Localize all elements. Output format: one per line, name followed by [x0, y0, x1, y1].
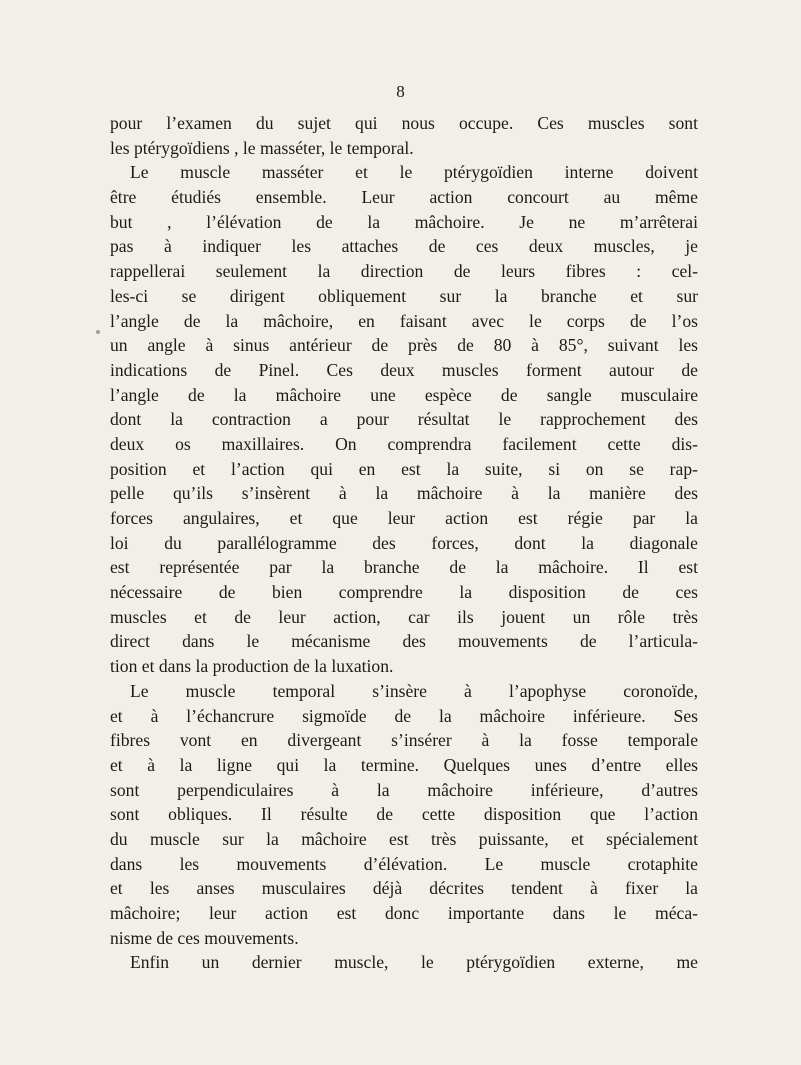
text-line: est représentée par la branche de la mâchoire. Il est	[110, 557, 698, 578]
text-line: fibres vont en divergeant s’insérer à la fosse temporale	[110, 730, 698, 751]
text-line: indications de Pinel. Ces deux muscles forment autour de	[110, 359, 698, 380]
text-line: direct dans le mécanisme des mouvements de l’articula-	[110, 631, 698, 652]
page-number: 8	[396, 82, 405, 101]
text-line: du muscle sur la mâchoire est très puissante, et spécialement	[110, 828, 698, 849]
text-line: un angle à sinus antérieur de près de 80 à 85°, suivant les	[110, 335, 698, 356]
text-line: et à la ligne qui la termine. Quelques unes d’entre elles	[110, 754, 698, 775]
text-line: l’angle de la mâchoire, en faisant avec le corps de l’os	[110, 310, 698, 331]
text-line: Le muscle temporal s’insère à l’apophyse coronoïde,	[130, 680, 698, 701]
text-line: forces angulaires, et que leur action est régie par la	[110, 508, 698, 528]
text-line: les ptérygoïdiens , le masséter, le temporal.	[110, 137, 414, 158]
text-line: position et l’action qui en est la suite, si on se rap-	[110, 458, 698, 479]
text-line: sont perpendiculaires à la mâchoire inférieure, d’autres	[110, 779, 698, 800]
text-line: muscles et de leur action, car ils jouent un rôle très	[110, 606, 698, 627]
ink-speck	[96, 330, 100, 334]
text-line: pelle qu’ils s’insèrent à la mâchoire à la manière des	[110, 483, 698, 504]
text-line: loi du parallélogramme des forces, dont la diagonale	[110, 532, 698, 553]
text-line: Le muscle masséter et le ptérygoïdien interne doivent	[130, 162, 698, 183]
text-line: et à l’échancrure sigmoïde de la mâchoire inférieure. Ses	[110, 705, 698, 726]
text-line: rappellerai seulement la direction de leurs fibres : cel-	[110, 261, 698, 282]
text-line: mâchoire; leur action est donc importante dans le méca-	[110, 903, 698, 923]
text-line: pas à indiquer les attaches de ces deux muscles, je	[110, 236, 698, 257]
text-line: les-ci se dirigent obliquement sur la branche et sur	[110, 285, 698, 306]
body-text	[110, 111, 698, 975]
text-line: sont obliques. Il résulte de cette disposition que l’action	[110, 804, 698, 825]
text-line: pour l’examen du sujet qui nous occupe. Ces muscles sont	[110, 113, 698, 133]
text-line: et les anses musculaires déjà décrites tendent à fixer la	[110, 878, 698, 899]
text-line: Enfin un dernier muscle, le ptérygoïdien externe, me	[130, 952, 698, 973]
text-line: dans les mouvements d’élévation. Le muscle crotaphite	[110, 853, 698, 874]
text-line: dont la contraction a pour résultat le rapprochement des	[110, 409, 698, 430]
text-line: l’angle de la mâchoire une espèce de sangle musculaire	[110, 384, 698, 405]
text-line: nécessaire de bien comprendre la disposition de ces	[110, 582, 698, 603]
text-line: être étudiés ensemble. Leur action concourt au même	[110, 187, 698, 208]
text-line: tion et dans la production de la luxation.	[110, 656, 394, 677]
text-line: deux os maxillaires. On comprendra facilement cette dis-	[110, 433, 698, 454]
text-line: nisme de ces mouvements.	[110, 927, 299, 948]
text-line: but , l’élévation de la mâchoire. Je ne m’arrêterai	[110, 211, 698, 232]
